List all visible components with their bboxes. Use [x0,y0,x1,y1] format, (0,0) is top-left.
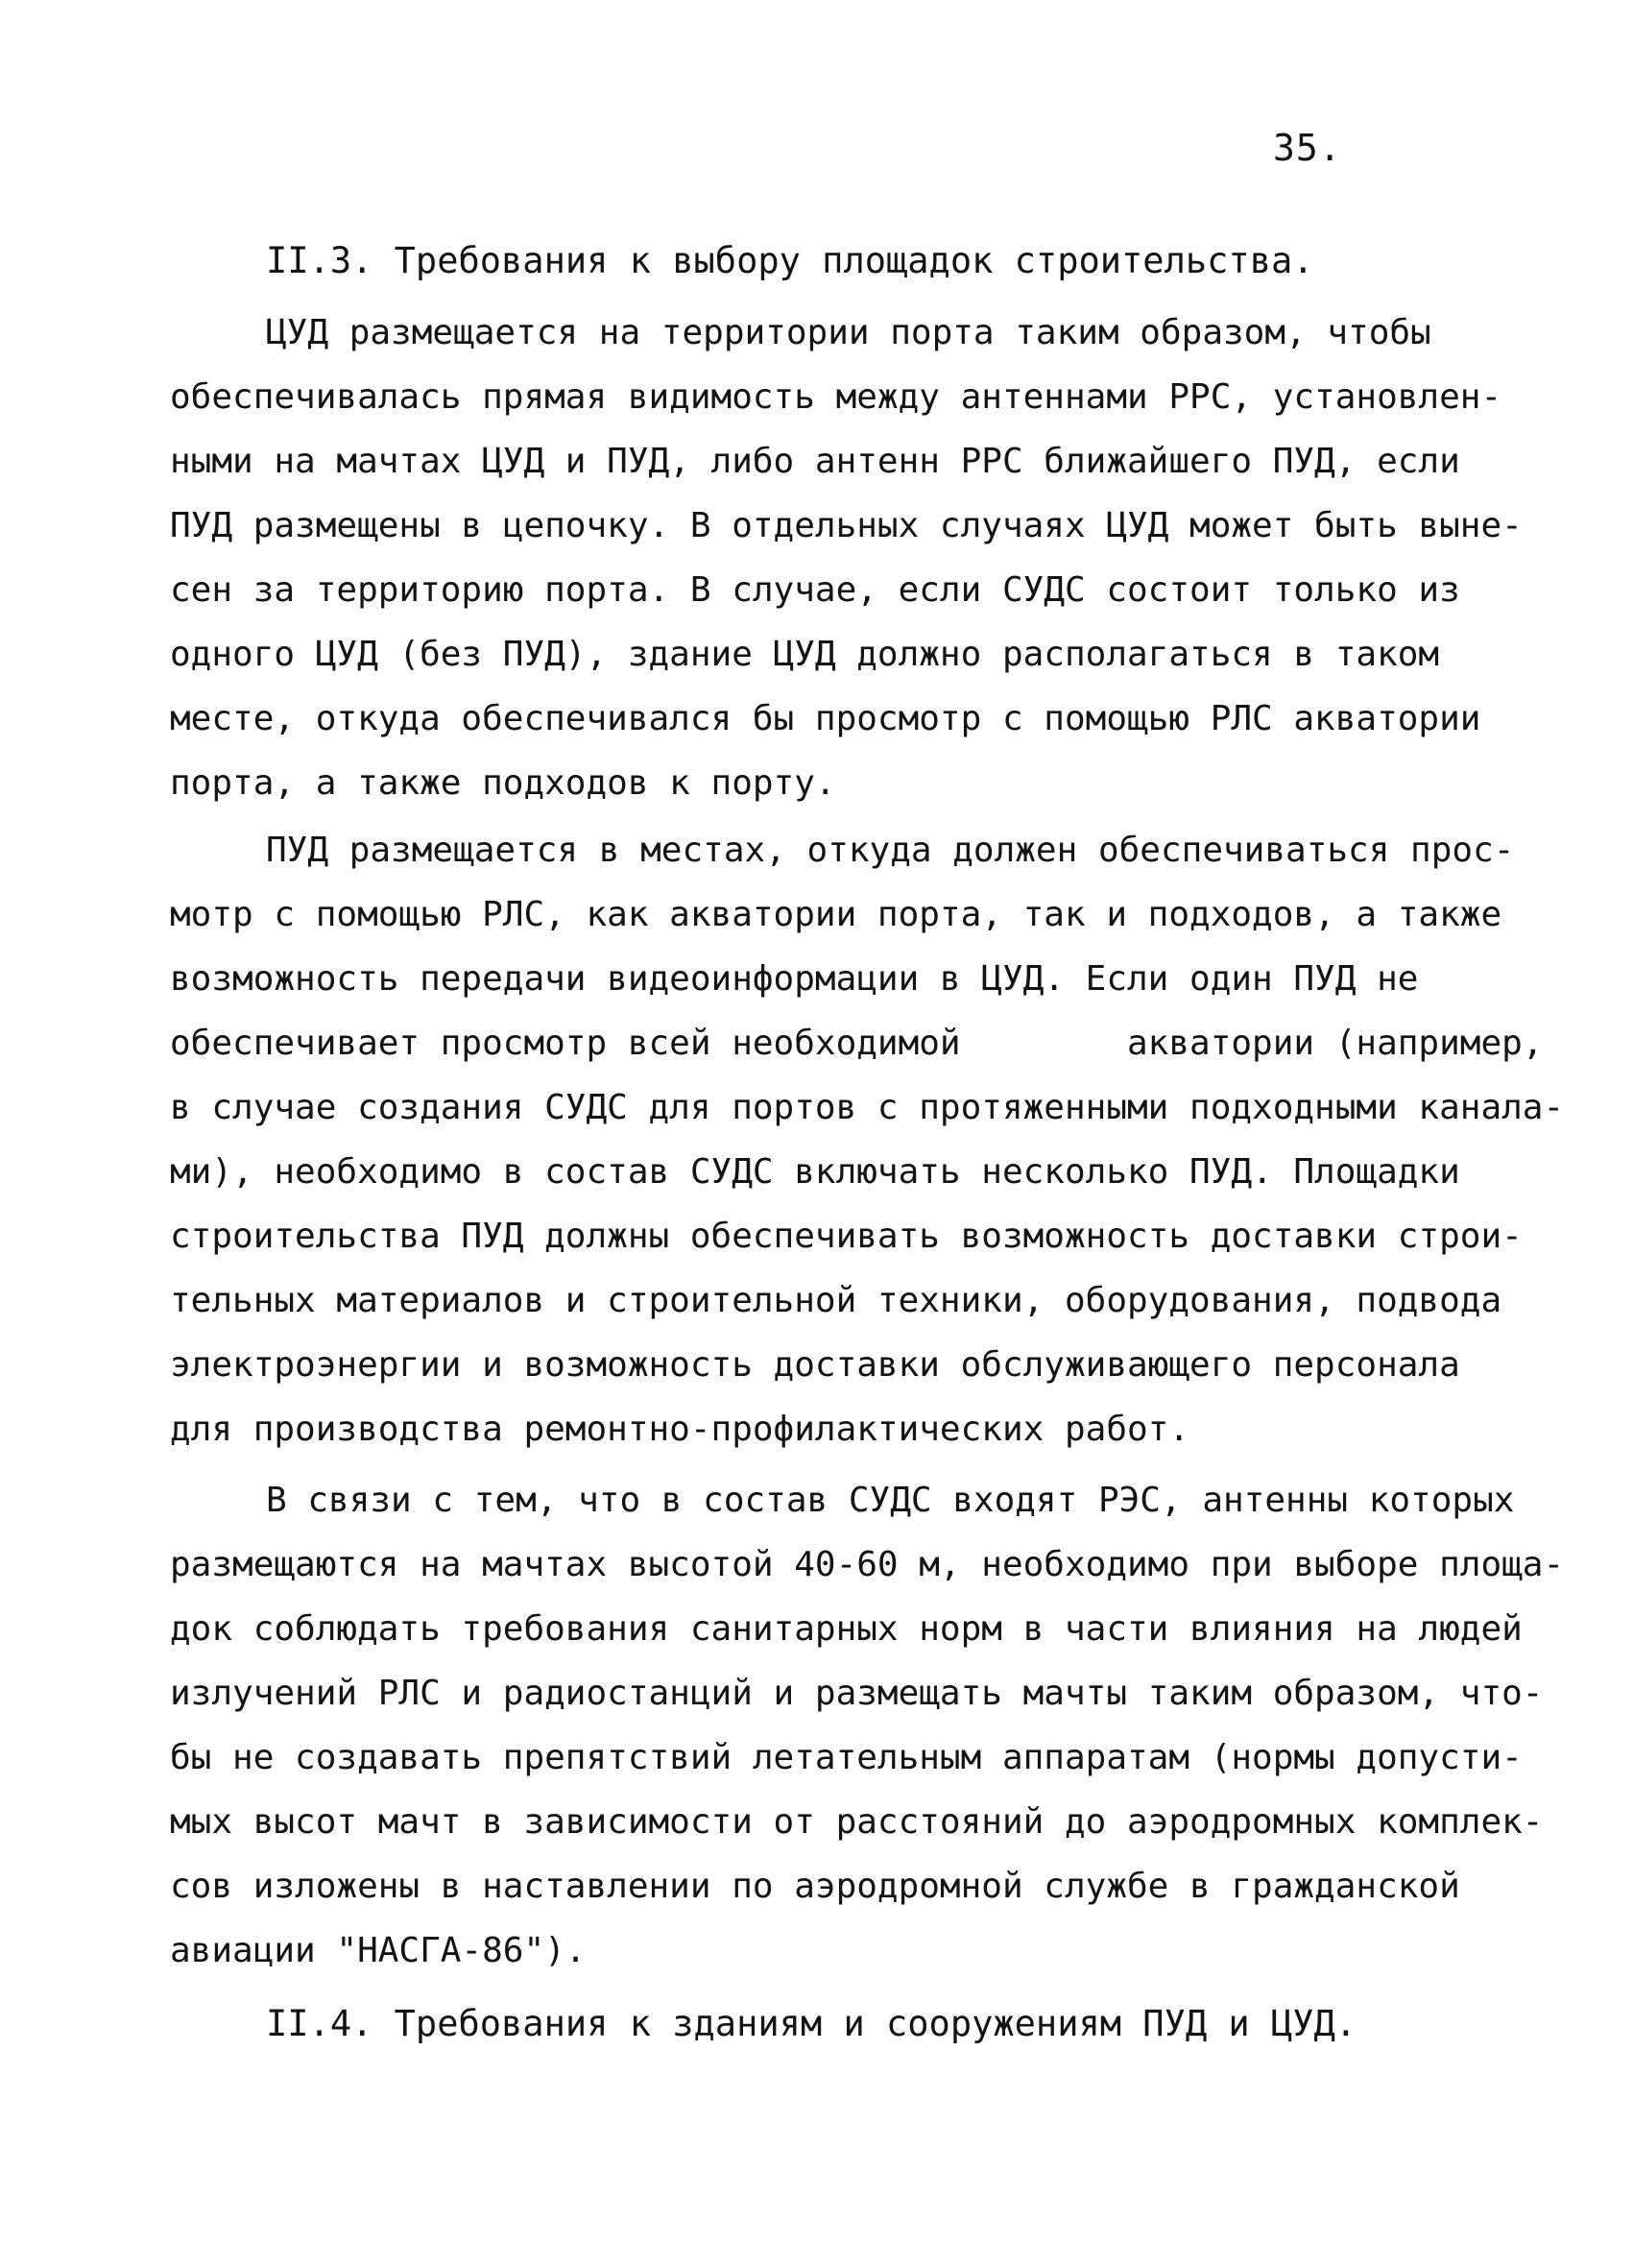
text-line: В связи с тем, что в состав СУДС входят РЭС, антенны которых [266,1481,1515,1520]
text-line: размещаются на мачтах высотой 40-60 м, необходимо при выборе площа- [170,1545,1565,1584]
text-line: строительства ПУД должны обеспечивать возможность доставки строи- [170,1217,1523,1256]
text-line: ми), необходимо в состав СУДС включать несколько ПУД. Площадки [170,1152,1460,1192]
text-line: порта, а также подходов к порту. [170,763,836,803]
text-line: сен за территорию порта. В случае, если СУДС состоит только из [170,570,1460,610]
text-line: для производства ремонтно-профилактических работ. [170,1410,1190,1449]
text-line: ПУД размещены в цепочку. В отдельных случаях ЦУД может быть выне- [170,506,1523,545]
paragraph-mast-requirements [170,1468,1565,1983]
text-line: обеспечивает просмотр всей необходимой акватории (например, [170,1024,1544,1063]
text-line: сов изложены в наставлении по аэродромной службе в гражданской [170,1867,1460,1906]
text-line: тельных материалов и строительной техники, оборудования, подвода [170,1281,1502,1320]
section-heading-11-3: II.3. Требования к выбору площадок строительства. [266,240,1314,281]
text-line: док соблюдать требования санитарных норм в части влияния на людей [170,1609,1523,1649]
text-line: возможность передачи видеоинформации в ЦУД. Если один ПУД не [170,959,1419,999]
text-line: электроэнергии и возможность доставки обслуживающего персонала [170,1345,1460,1385]
text-line: излучений РЛС и радиостанций и размещать мачты таким образом, что- [170,1674,1544,1713]
text-line: бы не создавать препятствий летательным аппаратам (нормы допусти- [170,1738,1523,1777]
text-line: одного ЦУД (без ПУД), здание ЦУД должно располагаться в таком [170,635,1440,674]
text-line: ЦУД размещается на территории порта таким образом, чтобы [266,313,1431,352]
text-line: обеспечивалась прямая видимость между антеннами РРС, установлен- [170,377,1502,417]
text-line: месте, откуда обеспечивался бы просмотр с помощью РЛС акватории [170,699,1481,738]
text-line: в случае создания СУДС для портов с протяженными подходными канала- [170,1088,1565,1127]
page-number: 35. [1273,127,1342,169]
text-line: авиации "НАСГА-86"). [170,1931,587,1970]
paragraph-cud-placement [170,301,1523,815]
paragraph-pud-placement [170,818,1565,1461]
text-line: ными на мачтах ЦУД и ПУД, либо антенн РРС ближайшего ПУД, если [170,442,1460,481]
text-line: ПУД размещается в местах, откуда должен обеспечиваться прос- [266,831,1515,870]
text-line: мотр с помощью РЛС, как акватории порта, так и подходов, а также [170,895,1502,934]
text-line: мых высот мачт в зависимости от расстояний до аэродромных комплек- [170,1802,1544,1842]
section-heading-11-4: II.4. Требования к зданиям и сооружениям ПУД и ЦУД. [266,2003,1357,2044]
